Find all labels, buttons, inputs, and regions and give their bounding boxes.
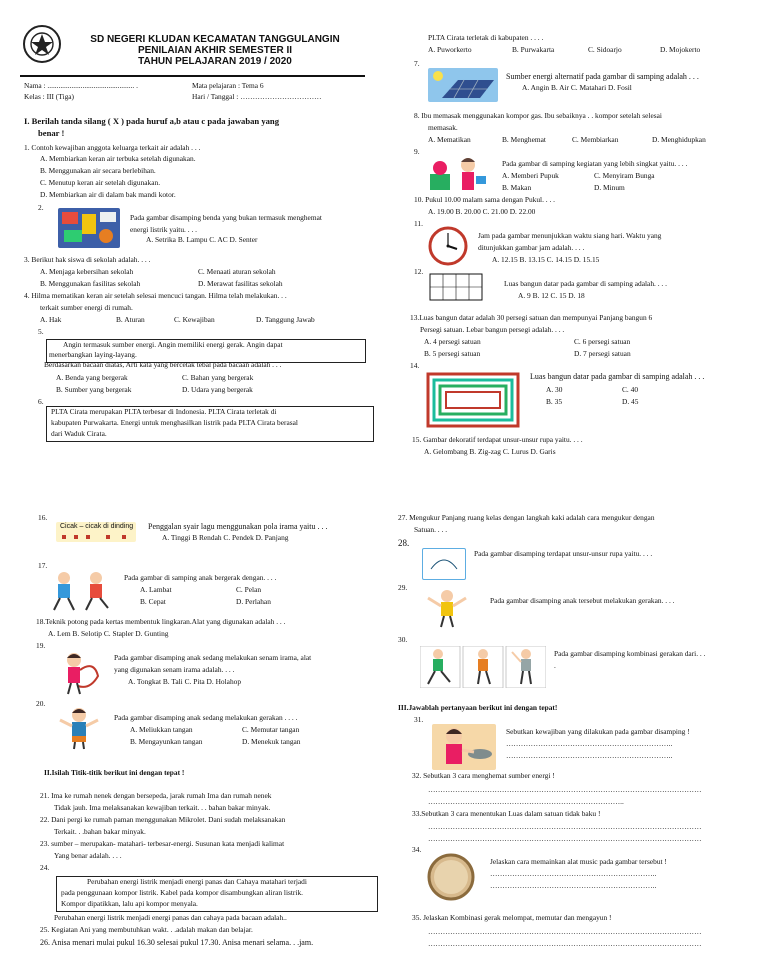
question-27-cont: Satuan. . . . <box>414 525 448 534</box>
reading-text: dari Waduk Cirata. <box>51 429 107 438</box>
question-9: Pada gambar di samping kegiatan yang lebih singkat yaitu. . . . <box>502 159 688 168</box>
movement-sequence-illustration <box>420 646 546 688</box>
option[interactable]: C. Pelan <box>236 585 262 594</box>
question-12-number: 12. <box>414 267 424 276</box>
option[interactable]: C. Menyiram Bunga <box>594 171 655 180</box>
option[interactable]: B. 5 persegi satuan <box>424 349 481 358</box>
option[interactable]: C. Menutup keran air setelah digunakan. <box>40 178 161 187</box>
section-1-heading-2: benar ! <box>38 128 65 138</box>
question-27: 27. Mengukur Panjang ruang kelas dengan langkah kaki adalah cara mengukur dengan <box>398 513 655 522</box>
answer-line[interactable]: ………………………………………………………………………………………………… <box>428 939 702 948</box>
day-date: Hari / Tanggal : …………………………… <box>192 92 322 101</box>
question-20-number: 20. <box>36 699 46 708</box>
reading-text: PLTA Cirata merupakan PLTA terbesar di Indonesia. PLTA Cirata terletak di <box>51 407 277 416</box>
question-16: Penggalan syair lagu menggunakan pola irama yaitu . . . <box>148 522 328 531</box>
section-1-heading: I. Berilah tanda silang ( X ) pada huruf a,b atau c pada jawaban yang <box>24 116 280 126</box>
option[interactable]: A. Membiarkan keran air terbuka setelah digunakan. <box>40 154 196 163</box>
answer-line[interactable]: ………………………………………………………….. <box>490 869 657 878</box>
question-16-options[interactable]: A. Tinggi B Rendah C. Pendek D. Panjang <box>162 533 289 542</box>
song-lyric-card <box>56 522 136 542</box>
question-18-options[interactable]: A. Lem B. Selotip C. Stapler D. Gunting <box>48 629 169 638</box>
section-3-heading: III.Jawablah pertanyaan berikut ini dengan tepat! <box>398 703 558 712</box>
option[interactable]: A. Benda yang bergerak <box>56 373 128 382</box>
question-7: Sumber energi alternatif pada gambar di samping adalah . . . <box>506 72 699 81</box>
question-6-number: 6. <box>38 397 44 406</box>
question-8: 8. Ibu memasak menggunakan kompor gas. Ibu sebaiknya . . kompor setelah selesai <box>414 111 662 120</box>
option[interactable]: A. Meliukkan tangan <box>130 725 193 734</box>
question-28: Pada gambar disamping terdapat unsur-unsur rupa yaitu. . . . <box>474 549 653 558</box>
question-35: 35. Jelaskan Kombinasi gerak melompat, memutar dan mengayun ! <box>412 913 612 922</box>
option[interactable]: D. 45 <box>622 397 639 406</box>
question-18: 18.Teknik potong pada kertas membentuk lingkaran.Alat yang digunakan adalah . . . <box>36 617 286 626</box>
question-23: 23. sumber – merupakan- matahari- terbesar-energi. Susunan kata menjadi kalimat <box>40 839 285 848</box>
question-17-number: 17. <box>38 561 48 570</box>
question-6: PLTA Cirata terletak di kabupaten . . . . <box>428 33 544 42</box>
answer-line[interactable]: ………………………………………………………….. <box>506 739 673 748</box>
electronics-illustration <box>58 208 120 248</box>
option[interactable]: A. Hak <box>40 315 62 324</box>
option[interactable]: C. Menaati aturan sekolah <box>198 267 276 276</box>
answer-line[interactable]: ………………………………………………………………………………………………… <box>428 785 702 794</box>
question-21: 21. Ima ke rumah nenek dengan bersepeda, jarak rumah Ima dan rumah nenek <box>40 791 272 800</box>
question-31-number: 31. <box>414 715 424 724</box>
question-4: 4. Hilma mematikan keran air setelah selesai mencuci tangan. Hilma telah melakukan. . . <box>24 291 287 300</box>
reading-text: pada penggunaan kompor listrik. Kabel pada kompor disambungkan aliran listrik. <box>61 888 303 897</box>
option[interactable]: B. Sumber yang bergerak <box>56 385 132 394</box>
question-19: Pada gambar disamping anak sedang melakukan senam irama, alat <box>114 653 312 662</box>
answer-line[interactable]: ………………………………………………………………………………………………… <box>428 834 702 843</box>
question-8-cont: memasak. <box>428 123 458 132</box>
option[interactable]: D. Menekuk tangan <box>242 737 301 746</box>
question-13: 13.Luas bangun datar adalah 30 persegi satuan dan mempunyai Panjang bangun 6 <box>410 313 653 322</box>
question-19-number: 19. <box>36 641 46 650</box>
question-2-options[interactable]: A. Setrika B. Lampu C. AC D. Senter <box>146 235 258 244</box>
option[interactable]: B. Menghemat <box>502 135 546 144</box>
boy-arm-exercise-illustration <box>54 706 104 750</box>
reading-text: menerbangkan laying-layang. <box>49 350 137 359</box>
school-logo <box>22 24 62 64</box>
question-15: 15. Gambar dekoratif terdapat unsur-unsur rupa yaitu. . . . <box>412 435 583 444</box>
option[interactable]: C. Bahan yang bergerak <box>182 373 254 382</box>
question-25: 25. Kegiatan Ani yang membutuhkan wakt. . .adalah makan dan belajar. <box>40 925 253 934</box>
question-7-options[interactable]: A. Angin B. Air C. Matahari D. Fosil <box>522 83 632 92</box>
question-1: 1. Contoh kewajiban anggota keluarga terkait air adalah . . . <box>24 143 201 152</box>
question-9-number: 9. <box>414 147 420 156</box>
option[interactable]: B. Mengayunkan tangan <box>130 737 203 746</box>
question-3: 3. Berikut hak siswa di sekolah adalah. . . . <box>24 255 151 264</box>
school-name: SD NEGERI KLUDAN KECAMATAN TANGGULANGIN <box>90 34 340 45</box>
tambourine-illustration <box>426 852 476 902</box>
decorative-frame-illustration <box>426 372 520 428</box>
girl-cooking-illustration <box>432 724 496 770</box>
song-lyric-text: Cicak – cicak di dinding <box>60 523 134 530</box>
question-22-cont: Terkait. . .bahan bakar minyak. <box>54 827 146 836</box>
section-2-heading: II.Isilah Titik-titik berikut ini dengan tepat ! <box>44 768 185 777</box>
question-4-cont: terkait sumber energi di rumah. <box>40 303 133 312</box>
question-19-options[interactable]: A. Tongkat B. Tali C. Pita D. Holahop <box>128 677 242 686</box>
art-lines-illustration <box>422 548 466 580</box>
question-5: Berdasarkan bacaan diatas, Arti kata yang bercetak tebal pada bacaan adalah . . . <box>44 360 282 369</box>
reading-box-6 <box>46 406 374 442</box>
question-10: 10. Pukul 10.00 malam sama dengan Pukul. . . . <box>414 195 556 204</box>
question-29: Pada gambar disamping anak tersebut melakukan gerakan. . . . <box>490 596 675 605</box>
answer-line[interactable]: …………………………………………………………………….. <box>428 797 624 806</box>
clock-illustration <box>428 226 468 266</box>
question-15-options[interactable]: A. Gelombang B. Zig-zag C. Lurus D. Garis <box>424 447 556 456</box>
option[interactable]: D. Perlahan <box>236 597 271 606</box>
reading-box-24 <box>56 876 378 912</box>
question-7-number: 7. <box>414 59 420 68</box>
answer-line[interactable]: ………………………………………………………….. <box>490 881 657 890</box>
question-34: Jelaskan cara memainkan alat music pada gambar tersebut ! <box>490 857 667 866</box>
option[interactable]: A. 4 persegi satuan <box>424 337 481 346</box>
question-2-number: 2. <box>38 203 44 212</box>
question-34-number: 34. <box>412 845 422 854</box>
question-11-number: 11. <box>414 219 423 228</box>
question-12: Luas bangun datar pada gambar di samping adalah. . . . <box>504 279 667 288</box>
question-29-number: 29. <box>398 583 408 592</box>
question-24-number: 24. <box>40 863 50 872</box>
option[interactable]: B. 35 <box>546 397 563 406</box>
question-10-options[interactable]: A. 19.00 B. 20.00 C. 21.00 D. 22.00 <box>428 207 536 216</box>
question-22: 22. Dani pergi ke rumah paman menggunakan Mikrolet. Dani sudah melaksanakan <box>40 815 286 824</box>
question-20: Pada gambar disamping anak sedang melakukan gerakan . . . . <box>114 713 298 722</box>
children-running-illustration <box>46 570 118 612</box>
question-16-number: 16. <box>38 513 48 522</box>
question-17: Pada gambar di samping anak bergerak dengan. . . . <box>124 573 277 582</box>
question-28-number: 28. <box>398 538 410 548</box>
option[interactable]: D. Membiarkan air di dalam bak mandi kotor. <box>40 190 176 199</box>
reading-text: Angin termasuk sumber energi. Angin memiliki energi gerak. Angin dapat <box>63 340 283 349</box>
option[interactable]: C. 40 <box>622 385 639 394</box>
option[interactable]: B. Menggunakan fasilitas sekolah <box>40 279 141 288</box>
option[interactable]: D. 7 persegi satuan <box>574 349 631 358</box>
option[interactable]: A. Menjaga kebersihan sekolah <box>40 267 134 276</box>
header-divider <box>20 75 365 77</box>
option[interactable]: A. Puworkerto <box>428 45 472 54</box>
option[interactable]: C. Sidoarjo <box>588 45 622 54</box>
question-26: 26. Anisa menari mulai pukul 16.30 selesai pukul 17.30. Anisa menari selama. . .jam. <box>40 938 314 947</box>
option[interactable]: D. Menghidupkan <box>652 135 706 144</box>
option[interactable]: C. Memutar tangan <box>242 725 300 734</box>
girl-ribbon-illustration <box>54 650 104 696</box>
option[interactable]: A. Lambat <box>140 585 172 594</box>
option[interactable]: A. Mematikan <box>428 135 471 144</box>
option[interactable]: B. Makan <box>502 183 532 192</box>
question-30-number: 30. <box>398 635 408 644</box>
question-12-options[interactable]: A. 9 B. 12 C. 15 D. 18 <box>518 291 585 300</box>
reading-text: kabupaten Purwakarta. Energi untuk menghasilkan listrik pada PLTA Cirata berasal <box>51 418 298 427</box>
girl-dancing-illustration <box>424 588 470 628</box>
question-30-cont: . <box>554 661 556 670</box>
option[interactable]: D. Tanggung Jawab <box>256 315 315 324</box>
question-5-number: 5. <box>38 327 44 336</box>
question-31: Sebutkan kewajiban yang dilakukan pada gambar disamping ! <box>506 727 690 736</box>
question-24: Perubahan energi listrik menjadi energi panas dan cahaya pada bacaan adalah.. <box>54 913 287 922</box>
question-11-options[interactable]: A. 12.15 B. 13.15 C. 14.15 D. 15.15 <box>492 255 600 264</box>
question-33: 33.Sebutkan 3 cara menentukan Luas dalam satuan tidak baku ! <box>412 809 601 818</box>
subject: Mata pelajaran : Tema 6 <box>192 81 264 90</box>
option[interactable]: B. Aturan <box>116 315 145 324</box>
reading-text: Perubahan energi listrik menjadi energi panas dan Cahaya matahari terjadi <box>87 877 307 886</box>
option[interactable]: D. Mojokerto <box>660 45 701 54</box>
question-13-cont: Persegi satuan. Lebar bangun persegi adalah. . . . <box>420 325 565 334</box>
option[interactable]: B. Cepat <box>140 597 166 606</box>
question-11: Jam pada gambar menunjukkan waktu siang hari. Waktu yang <box>478 231 662 240</box>
option[interactable]: C. Kewajiban <box>174 315 215 324</box>
answer-line[interactable]: ………………………………………………………………………………………………… <box>428 927 702 936</box>
option[interactable]: D. Udara yang bergerak <box>182 385 253 394</box>
option[interactable]: B. Purwakarta <box>512 45 555 54</box>
school-year: TAHUN PELAJARAN 2019 / 2020 <box>138 56 292 67</box>
option[interactable]: D. Merawat fasilitas sekolah <box>198 279 283 288</box>
option[interactable]: D. Minum <box>594 183 625 192</box>
option[interactable]: C. 6 persegi satuan <box>574 337 631 346</box>
grid-shape-illustration <box>428 272 484 302</box>
question-14-number: 14. <box>410 361 420 370</box>
question-21-cont: Tidak jauh. Ima melaksanakan kewajiban terkait. . . bahan bakar minyak. <box>54 803 271 812</box>
option[interactable]: B. Menggunakan air secara berlebihan. <box>40 166 156 175</box>
exam-title: PENILAIAN AKHIR SEMESTER II <box>137 45 293 56</box>
student-class: Kelas : III (Tiga) <box>24 92 75 101</box>
question-2: Pada gambar disamping benda yang bukan termasuk menghemat <box>130 213 322 222</box>
girl-watering-illustration <box>428 156 490 192</box>
question-30: Pada gambar disamping kombinasi gerakan dari. . . <box>554 649 706 658</box>
question-19-cont: yang digunakan senam irama adalah. . . . <box>114 665 235 674</box>
question-14: Luas bangun datar pada gambar di samping adalah . . . <box>530 372 705 381</box>
question-32: 32. Sebutkan 3 cara menghemat sumber energi ! <box>412 771 555 780</box>
question-23-cont: Yang benar adalah. . . . <box>54 851 122 860</box>
question-2-cont: energi listrik yaitu. . . . <box>130 225 197 234</box>
answer-line[interactable]: ………………………………………………………….. <box>506 751 673 760</box>
question-11-cont: ditunjukkan gambar jam adalah. . . . <box>478 243 585 252</box>
option[interactable]: C. Membiarkan <box>572 135 619 144</box>
solar-panel-illustration <box>428 68 498 102</box>
reading-text: Kompor dipatikkan, lalu api kompor menyala. <box>61 899 198 908</box>
answer-line[interactable]: ………………………………………………………………………………………………… <box>428 822 702 831</box>
option[interactable]: A. 30 <box>546 385 563 394</box>
option[interactable]: A. Memberi Pupuk <box>502 171 559 180</box>
student-name: Nama : ............................................... . <box>24 81 138 90</box>
